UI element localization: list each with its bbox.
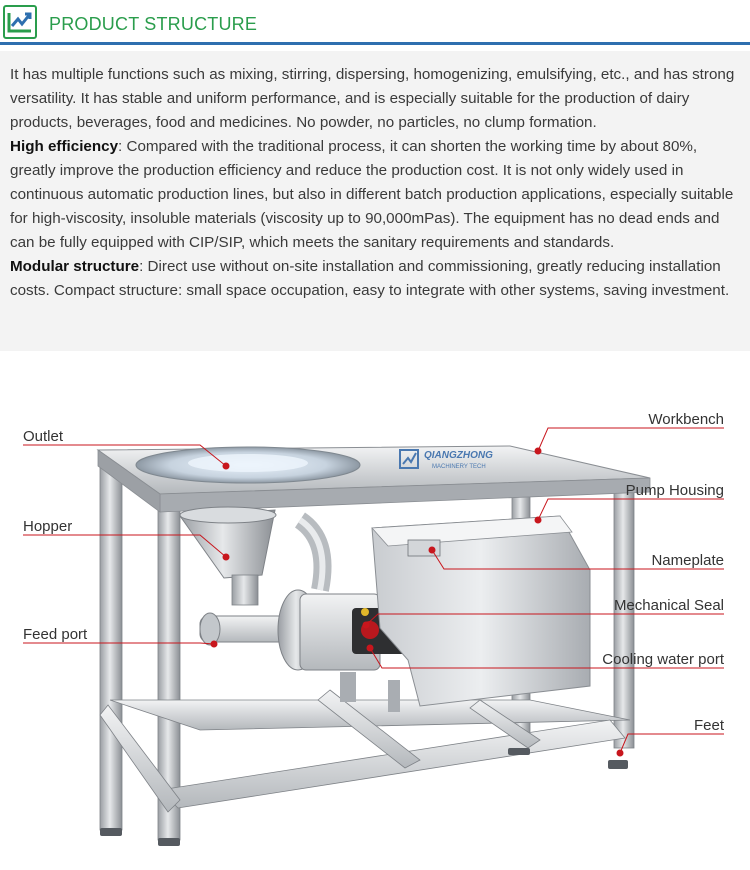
product-diagram [0, 352, 750, 870]
workbench-top [98, 446, 650, 512]
description-panel [0, 51, 750, 351]
brand-subtitle: MACHINERY TECH [432, 464, 486, 470]
company-logo-icon [3, 5, 37, 39]
label-pump-housing: Pump Housing [625, 482, 724, 499]
header-divider [0, 42, 750, 45]
label-hopper: Hopper [23, 518, 73, 535]
section-header [0, 0, 750, 44]
modular-heading: Modular structure [10, 258, 140, 275]
label-cooling-water-port: Cooling water port [602, 651, 724, 668]
label-nameplate: Nameplate [651, 552, 724, 569]
label-workbench: Workbench [648, 411, 724, 428]
description-efficiency [10, 135, 740, 255]
label-outlet: Outlet [23, 428, 64, 445]
label-mechanical-seal: Mechanical Seal [613, 597, 724, 614]
efficiency-heading: High efficiency [10, 138, 119, 155]
description-modular [10, 255, 740, 303]
modular-text: : Direct use without on-site installation and commissioning, greatly reducing installation costs. Compact structure: small space occupation, easy to integrate with other systems, saving investment. [10, 258, 730, 299]
pump-body [200, 590, 408, 670]
brand-name: QIANGZHONG [424, 450, 493, 461]
label-feed-port: Feed port [23, 626, 88, 643]
section-title: PRODUCT STRUCTURE [49, 14, 258, 34]
description-intro: It has multiple functions such as mixing, stirring, dispersing, homogenizing, emulsifying, etc., and has strong versatility. It has stable and uniform performance, and is especially suitable for the production of dairy products, beverages, food and medicines. No powder, no particles, no clump formation. [10, 66, 735, 131]
label-feet: Feet [693, 717, 724, 734]
efficiency-text: : Compared with the traditional process, it can shorten the working time by about 80%, greatly improve the production efficiency and reduce the production cost. It is not only widely used in continuous automatic production lines, but also in different batch production applications, especially suitable for high-viscosity, insoluble materials (viscosity up to 90,000mPas). The equipment has no dead ends and can be fully equipped with CIP/SIP, which meets the sanitary requirements and standards. [10, 138, 734, 251]
